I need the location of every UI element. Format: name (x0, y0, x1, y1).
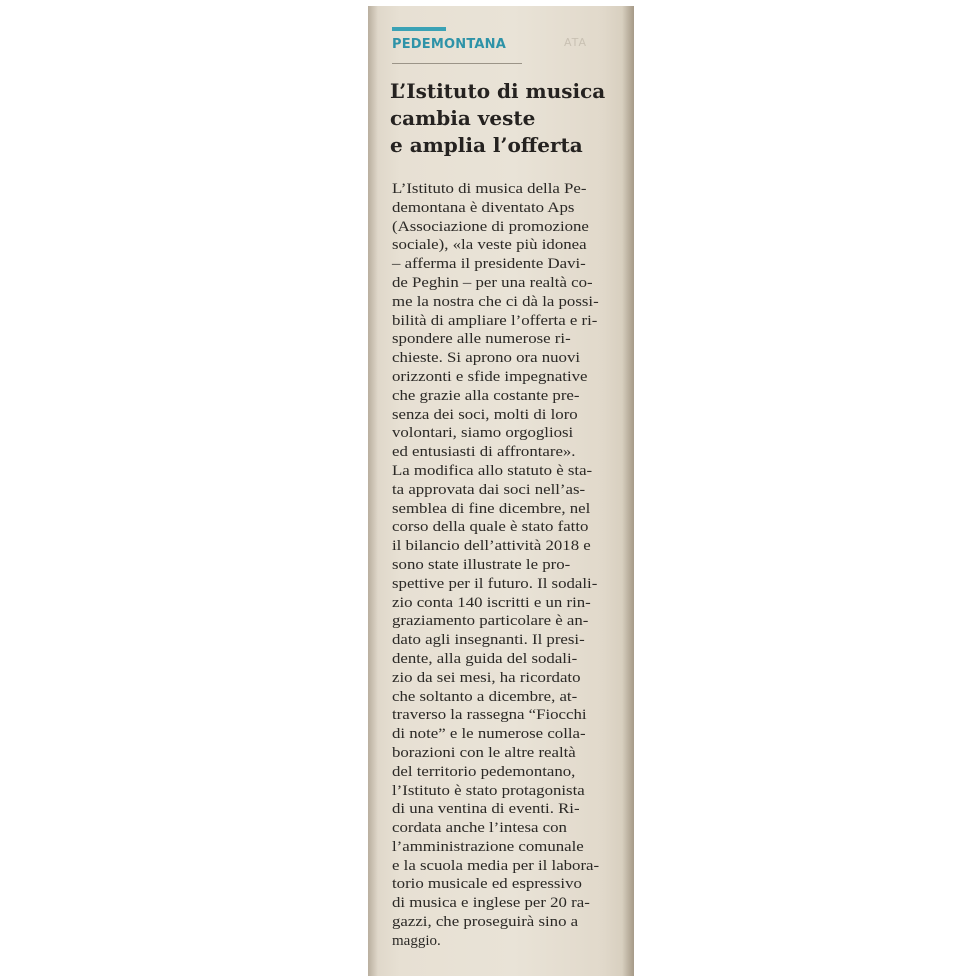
article-body-line: corso della quale è stato fatto (392, 519, 589, 536)
article-body-line: L’Istituto di musica della Pe- (392, 181, 587, 197)
article-body-line: orizzonti e sfide impegnative (392, 368, 588, 385)
article-body-line: borazioni con le altre realtà (392, 744, 576, 761)
article-body-line: gazzi, che proseguirà sino a (392, 914, 579, 931)
headline-line: L’Istituto di musica (390, 79, 606, 103)
article-body-line: maggio. (392, 932, 441, 949)
article-body-line: de Peghin – per una realtà co- (392, 274, 593, 291)
article-body-line: spondere alle numerose ri- (392, 331, 571, 348)
article-body-line: graziamento particolare è an- (392, 613, 589, 630)
article-body-line: ed entusiasti di affrontare». (392, 444, 576, 461)
article-body-line: (Associazione di promozione (392, 218, 589, 235)
article-body-line: sociale), «la veste più idonea (392, 237, 587, 254)
headline-line: e amplia l’offerta (390, 133, 583, 157)
bleed-through-text: ATA (564, 36, 588, 49)
article-body-line: torio musicale ed espressivo (392, 876, 582, 893)
article-body-line: dente, alla guida del sodali- (392, 650, 578, 667)
newspaper-clipping (368, 6, 634, 976)
article-body-line: demontana è diventato Aps (392, 199, 575, 216)
article-body-line: zio conta 140 iscritti e un rin- (392, 594, 591, 611)
article-body-line: che soltanto a dicembre, at- (392, 688, 578, 705)
article-body (392, 180, 624, 951)
section-divider (392, 63, 522, 64)
article-body-line: l’Istituto è stato protagonista (392, 782, 585, 799)
article-body-line: spettive per il futuro. Il sodali- (392, 575, 598, 592)
article-body-line: dato agli insegnanti. Il presi- (392, 632, 585, 649)
section-accent-rule (392, 27, 446, 31)
article-body-line: sono state illustrate le pro- (392, 556, 571, 573)
article-body-line: volontari, siamo orgogliosi (392, 425, 574, 442)
article-body-line: bilità di ampliare l’offerta e ri- (392, 312, 598, 329)
article-body-line: La modifica allo statuto è sta- (392, 462, 593, 479)
article-body-line: di musica e inglese per 20 ra- (392, 895, 590, 912)
article-body-line: che grazie alla costante pre- (392, 387, 580, 404)
headline-line: cambia veste (390, 106, 536, 130)
article-body-line: ta approvata dai soci nell’as- (392, 481, 586, 498)
page-shadow-left (368, 6, 378, 976)
article-body-line: il bilancio dell’attività 2018 e (392, 538, 591, 555)
article-body-line: traverso la rassegna “Fiocchi (392, 707, 587, 724)
article-body-line: cordata anche l’intesa con (392, 820, 567, 837)
article-body-line: chieste. Si aprono ora nuovi (392, 350, 581, 367)
article-headline (390, 78, 626, 159)
article-body-line: l’amministrazione comunale (392, 838, 584, 855)
article-body-line: di una ventina di eventi. Ri- (392, 801, 580, 818)
article-body-line: del territorio pedemontano, (392, 763, 576, 780)
article-body-line: di note” e le numerose colla- (392, 726, 586, 743)
article-body-line: e la scuola media per il labora- (392, 857, 600, 874)
article-body-line: – afferma il presidente Davi- (392, 256, 586, 273)
article-body-line: semblea di fine dicembre, nel (392, 500, 591, 517)
article-body-line: me la nostra che ci dà la possi- (392, 293, 599, 310)
article-body-line: senza dei soci, molti di loro (392, 406, 578, 423)
section-label: PEDEMONTANA (392, 37, 507, 52)
article-body-line: zio da sei mesi, ha ricordato (392, 669, 581, 686)
